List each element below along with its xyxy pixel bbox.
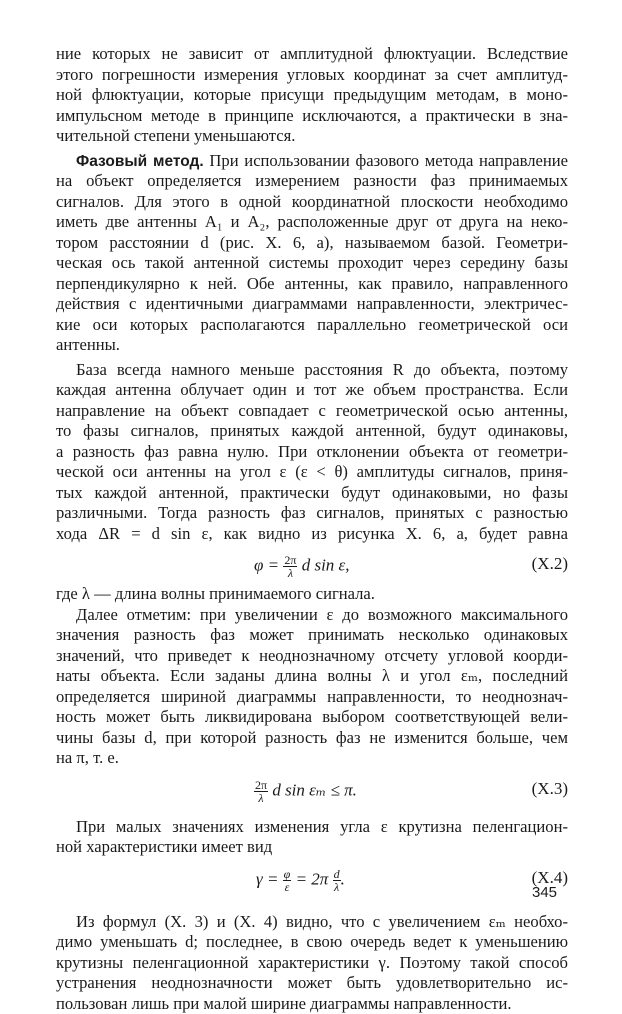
page-number: 345 bbox=[532, 884, 557, 901]
text-line: Из формул (X. 3) и (X. 4) видно, что с увеличением εₘ необхо- bbox=[56, 912, 568, 933]
fraction-numerator: 2π bbox=[254, 779, 268, 792]
fraction-denominator: λ bbox=[283, 567, 297, 579]
fraction-denominator: λ bbox=[333, 881, 341, 893]
paragraph-5 bbox=[56, 605, 568, 769]
text-line: на π, т. е. bbox=[56, 748, 568, 769]
text-line: значения разность фаз может принимать несколько одинаковых bbox=[56, 625, 568, 646]
formula-expression bbox=[254, 779, 357, 804]
text-line: где λ — длина волны принимаемого сигнала. bbox=[56, 584, 568, 605]
text-line: значений, что приведет к неоднозначному отсчету угловой коорди- bbox=[56, 646, 568, 667]
text-line: устранения неоднозначности может быть удовлетворительно ис- bbox=[56, 973, 568, 994]
text-line: крутизны пеленгационной характеристики γ. Поэтому такой способ bbox=[56, 953, 568, 974]
text-line: то фазы сигналов, принятых каждой антенной, будут одинаковы, bbox=[56, 421, 568, 442]
fraction-numerator: φ bbox=[283, 868, 292, 881]
text-line: ческой оси антенны на угол ε (ε < θ) амплитуды сигналов, приня- bbox=[56, 462, 568, 483]
paragraph-3 bbox=[56, 360, 568, 545]
text-line: Далее отметим: при увеличении ε до возможного максимального bbox=[56, 605, 568, 626]
fraction-numerator: d bbox=[333, 868, 341, 881]
text-line: чины базы d, при которой разность фаз не изменится больше, чем bbox=[56, 728, 568, 749]
text-line bbox=[56, 151, 568, 172]
text-line: тых каждой антенной, практически будут одинаковыми, но фазы bbox=[56, 483, 568, 504]
text-line: действия с идентичными диаграммами направленности, электричес- bbox=[56, 294, 568, 315]
formula-rhs: d sin εₘ ≤ π. bbox=[268, 780, 357, 799]
paragraph-6 bbox=[56, 817, 568, 858]
text-line: хода ΔR = d sin ε, как видно из рисунка X. 6, a, будет равна bbox=[56, 524, 568, 545]
fraction-numerator: 2π bbox=[283, 554, 297, 567]
text-line: ческая ось такой антенной системы проходит через середину базы bbox=[56, 253, 568, 274]
formula-x4 bbox=[56, 858, 568, 898]
formula-x3 bbox=[56, 769, 568, 809]
equation-number: (X.3) bbox=[532, 779, 568, 800]
text-line: импульсном методе в принципе исключаются, а практически в зна- bbox=[56, 106, 568, 127]
text-span: При использовании фазового метода направление bbox=[209, 151, 568, 170]
fraction-denominator: ε bbox=[283, 881, 292, 893]
page-body bbox=[56, 44, 568, 1014]
formula-lhs: γ = bbox=[256, 869, 283, 888]
text-line: ной флюктуации, которые присущи предыдущим методам, в моно- bbox=[56, 85, 568, 106]
text-line: димо уменьшать d; последнее, в свою очередь ведет к уменьшению bbox=[56, 932, 568, 953]
text-line: направление на объект совпадает с геометрической осью антенны, bbox=[56, 401, 568, 422]
text-line: перпендикулярно к ней. Обе антенны, как правило, направленного bbox=[56, 274, 568, 295]
fraction-denominator: λ bbox=[254, 792, 268, 804]
text-line: ность может быть ликвидирована выбором соответствующей вели- bbox=[56, 707, 568, 728]
text-line: пользован лишь при малой ширине диаграммы направленности. bbox=[56, 994, 568, 1014]
text-line: сигналов. Для этого в одной координатной плоскости необходимо bbox=[56, 192, 568, 213]
text-line: База всегда намного меньше расстояния R до объекта, поэтому bbox=[56, 360, 568, 381]
text-line: иметь две антенны A₁ и A₂, расположенные друг от друга на неко- bbox=[56, 212, 568, 233]
formula-end: . bbox=[341, 869, 345, 888]
text-line: каждая антенна облучает один и тот же объем пространства. Если bbox=[56, 380, 568, 401]
formula-lhs: φ = bbox=[254, 555, 283, 574]
text-line: При малых значениях изменения угла ε крутизна пеленгацион- bbox=[56, 817, 568, 838]
text-line: а разность фаз равна нулю. При отклонении объекта от геометри- bbox=[56, 442, 568, 463]
formula-x2 bbox=[56, 544, 568, 584]
paragraph-1 bbox=[56, 44, 568, 147]
text-line: наты объекта. Если заданы длина волны λ и угол εₘ, последний bbox=[56, 666, 568, 687]
formula-expression bbox=[256, 868, 345, 893]
text-line: кие оси которых располагаются параллельно геометрической оси bbox=[56, 315, 568, 336]
text-line: ние которых не зависит от амплитудной флюктуации. Вследствие bbox=[56, 44, 568, 65]
text-line: чительной степени уменьшаются. bbox=[56, 126, 568, 147]
text-line: тором расстоянии d (рис. X. 6, a), называемом базой. Геометри- bbox=[56, 233, 568, 254]
text-line: ной характеристики имеет вид bbox=[56, 837, 568, 858]
section-heading: Фазовый метод. bbox=[76, 153, 204, 170]
text-line: на объект определяется измерением разности фаз принимаемых bbox=[56, 171, 568, 192]
paragraph-7 bbox=[56, 912, 568, 1014]
formula-expression bbox=[254, 554, 350, 579]
formula-rhs: d sin ε, bbox=[297, 555, 349, 574]
equation-number: (X.2) bbox=[532, 554, 568, 575]
equation-number: (X.4) bbox=[532, 868, 568, 889]
formula-middle: = 2π bbox=[291, 869, 332, 888]
paragraph-2 bbox=[56, 151, 568, 356]
text-line: различными. Тогда разность фаз сигналов, принятых с разностью bbox=[56, 503, 568, 524]
text-line: определяется шириной диаграммы направленности, то неоднознач- bbox=[56, 687, 568, 708]
text-line: антенны. bbox=[56, 335, 568, 356]
text-line: этого погрешности измерения угловых координат за счет амплитуд- bbox=[56, 65, 568, 86]
